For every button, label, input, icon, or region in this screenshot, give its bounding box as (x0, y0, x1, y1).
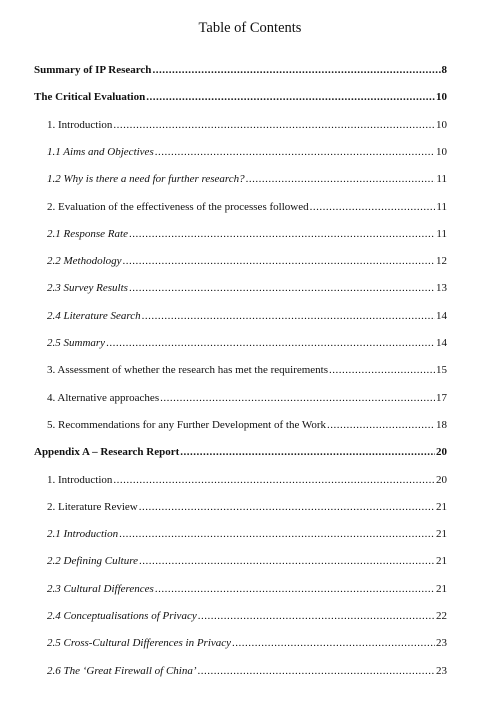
toc-entry-label: 2.4 Conceptualisations of Privacy (47, 610, 197, 622)
toc-entry-label: 1.2 Why is there a need for further research? (47, 173, 245, 185)
toc-entry-label: 2.2 Defining Culture (47, 555, 138, 567)
toc-entry-page-number: 23 (436, 665, 447, 677)
toc-entry[interactable] (47, 144, 447, 160)
toc-entry-page-number: 15 (436, 364, 447, 376)
toc-entry-label: 2.3 Survey Results (47, 282, 128, 294)
toc-entry[interactable] (47, 608, 447, 624)
toc-entry-label: Summary of IP Research (34, 64, 152, 76)
toc-entry[interactable] (47, 253, 447, 269)
toc-entry[interactable] (47, 663, 447, 679)
toc-dot-leader (160, 390, 435, 406)
toc-entry[interactable] (34, 444, 447, 460)
toc-dot-leader (123, 253, 435, 269)
toc-entry-page-number: 14 (436, 310, 447, 322)
toc-entry-label: 1. Introduction (47, 474, 113, 486)
toc-dot-leader (113, 472, 435, 488)
toc-dot-leader (129, 280, 435, 296)
toc-entry-label: 2.4 Literature Search (47, 310, 141, 322)
toc-dot-leader (139, 553, 435, 569)
toc-entry[interactable] (47, 390, 447, 406)
toc-entry[interactable] (47, 335, 447, 351)
toc-entry-page-number: 21 (436, 501, 447, 513)
toc-entry[interactable] (47, 581, 447, 597)
toc-entry-label: 2.6 The ‘Great Firewall of China’ (47, 665, 197, 677)
toc-entry[interactable] (47, 553, 447, 569)
toc-entry[interactable] (47, 635, 447, 651)
toc-entry-page-number: 20 (436, 474, 447, 486)
toc-entry[interactable] (47, 472, 447, 488)
toc-entry-label: 1. Introduction (47, 119, 113, 131)
toc-entry[interactable] (47, 308, 447, 324)
toc-entry-page-number: 21 (436, 555, 447, 567)
toc-dot-leader (329, 362, 435, 378)
toc-dot-leader (246, 171, 436, 187)
toc-entry[interactable] (34, 89, 447, 105)
toc-dot-leader (198, 663, 435, 679)
toc-entry-label: 5. Recommendations for any Further Development of the Work (47, 419, 327, 431)
toc-entry[interactable] (47, 362, 447, 378)
toc-entry-page-number: 17 (436, 392, 447, 404)
toc-entry[interactable] (47, 226, 447, 242)
toc-dot-leader (129, 226, 435, 242)
toc-dot-leader (232, 635, 435, 651)
page-title: Table of Contents (198, 20, 302, 36)
toc-entry-page-number: 12 (436, 255, 447, 267)
toc-entry[interactable] (47, 117, 447, 133)
toc-entry-page-number: 11 (436, 228, 447, 240)
toc-entry-label: 1.1 Aims and Objectives (47, 146, 154, 158)
toc-dot-leader (119, 526, 435, 542)
toc-entry-page-number: 14 (436, 337, 447, 349)
toc-dot-leader (142, 308, 435, 324)
toc-entry[interactable] (47, 526, 447, 542)
toc-entry-label: Appendix A – Research Report (34, 446, 180, 458)
toc-entry[interactable] (47, 417, 447, 433)
toc-entry-label: 2.5 Cross-Cultural Differences in Privacy (47, 637, 232, 649)
toc-dot-leader (327, 417, 435, 433)
toc-dot-leader (310, 199, 436, 215)
toc-entry-label: 3. Assessment of whether the research has met the requirements (47, 364, 329, 376)
toc-dot-leader (152, 62, 440, 78)
toc-entry-label: The Critical Evaluation (34, 91, 146, 103)
toc-entry-page-number: 10 (436, 119, 447, 131)
toc-entry-page-number: 21 (436, 583, 447, 595)
toc-dot-leader (155, 581, 435, 597)
toc-entry-label: 2.2 Methodology (47, 255, 122, 267)
toc-entry-label: 2.3 Cultural Differences (47, 583, 154, 595)
toc-dot-leader (198, 608, 435, 624)
toc-dot-leader (139, 499, 435, 515)
toc-entry[interactable] (47, 499, 447, 515)
toc-entry-label: 2.1 Response Rate (47, 228, 128, 240)
toc-entry-label: 4. Alternative approaches (47, 392, 160, 404)
toc-entry-page-number: 18 (436, 419, 447, 431)
toc-entry[interactable] (34, 62, 447, 78)
toc-dot-leader (146, 89, 435, 105)
toc-entry-page-number: 21 (436, 528, 447, 540)
toc-entry-label: 2.5 Summary (47, 337, 106, 349)
toc-entry[interactable] (47, 280, 447, 296)
toc-entry-label: 2. Literature Review (47, 501, 138, 513)
toc-dot-leader (106, 335, 435, 351)
toc-entry-page-number: 8 (441, 64, 447, 76)
toc-entry-label: 2.1 Introduction (47, 528, 119, 540)
toc-entry-page-number: 11 (436, 201, 447, 213)
toc-dot-leader (155, 144, 435, 160)
toc-entry-page-number: 23 (436, 637, 447, 649)
toc-entry-page-number: 20 (436, 446, 447, 458)
toc-entry-page-number: 13 (436, 282, 447, 294)
toc-entry[interactable] (47, 171, 447, 187)
toc-entry[interactable] (47, 199, 447, 215)
toc-entry-label: 2. Evaluation of the effectiveness of the processes followed (47, 201, 309, 213)
toc-entry-page-number: 22 (436, 610, 447, 622)
toc-dot-leader (180, 444, 435, 460)
toc-entry-page-number: 10 (436, 146, 447, 158)
toc-dot-leader (113, 117, 435, 133)
toc-entry-page-number: 11 (436, 173, 447, 185)
toc-entry-page-number: 10 (436, 91, 447, 103)
